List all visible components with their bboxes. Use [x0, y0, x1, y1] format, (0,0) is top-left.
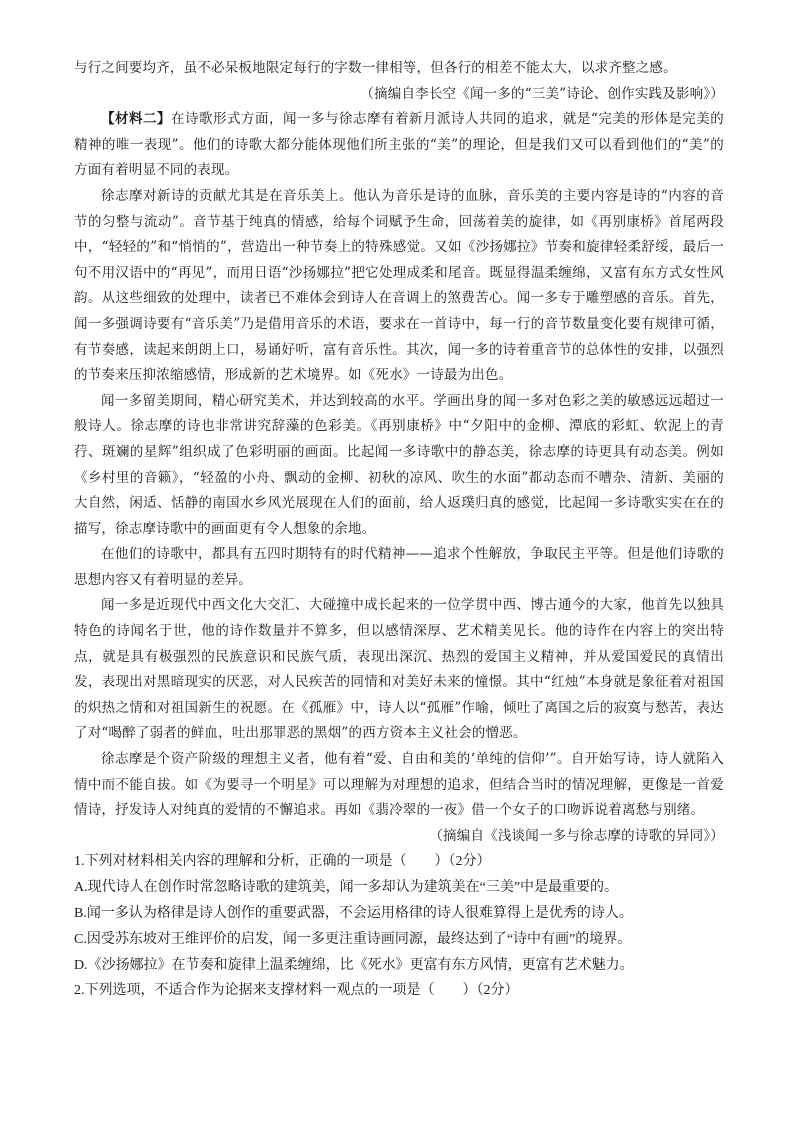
paragraph-xu-zhimo: 徐志摩是个资产阶级的理想主义者，他有着“爱、自由和美的‘单纯的信仰’”。自开始写诗，诗人就陷入情中而不能自拔。如《为要寻一个明星》可以理解为对理想的追求，但结合当时的情况理解，更像是一首爱情诗，抒发诗人对纯真的爱情的不懈追求。再如《翡冷翠的一夜》借一个女子的口吻诉说着离愁与别绪。 — [74, 751, 724, 819]
document-page — [74, 56, 724, 1004]
paragraph-wen-yiduo: 闻一多是近现代中西文化大交汇、大碰撞中成长起来的一位学贯中西、博古通今的大家，他首先以独具特色的诗闻名于世，他的诗作数量并不算多，但以感情深厚、艺术精美见长。他的诗作在内容上的突出特点，就是具有极强烈的民族意识和民族气质，表现出深沉、热烈的爱国主义精神，并从爱国爱民的真情出发，表现出对黑暗现实的厌恶，对人民疾苦的同情和对美好未来的憧憬。其中“红烛”本身就是象征着对祖国的炽热之情和对祖国新生的祝愿。在《孤雁》中，诗人以“孤雁”作喻，倾吐了离国之后的寂寞与愁苦，表达了对“喝醉了弱者的鲜血，吐出那罪恶的黑烟”的西方资本主义社会的憎恶。 — [74, 597, 724, 742]
source-citation-1: （摘编自李长空《闻一多的“三美”诗论、创作实践及影响》） — [360, 85, 724, 102]
material-two-text: 在诗歌形式方面，闻一多与徐志摩有着新月派诗人共同的追求，就是“完美的形体是完美的精神的唯一表现”。他们的诗歌大都分能体现他们所主张的“美”的理论，但是我们又可以看到他们的“美”的方面有着明显不同的表现。 — [74, 111, 725, 179]
question-1-option-c: C.因受苏东坡对王维评价的启发，闻一多更注重诗画同源，最终达到了“诗中有画”的境界。 — [74, 931, 632, 947]
paragraph-music-beauty: 徐志摩对新诗的贡献尤其是在音乐美上。他认为音乐是诗的血脉，音乐美的主要内容是诗的“内容的音节的匀整与流动”。音节基于纯真的情感，给每个词赋予生命，回荡着美的旋律，如《再别康桥》首尾两段中，“轻轻的”和“悄悄的”，营造出一种节奏上的特殊感觉。又如《沙扬娜拉》节奏和旋律轻柔舒绥，最后一句不用汉语中的“再见”，而用日语“沙扬娜拉”把它处理成柔和尾音。既显得温柔缠绵，又富有东方式女性风韵。从这些细致的处理中，读者已不难体会到诗人在音调上的煞费苦心。闻一多专于雕塑感的音乐。首先，闻一多强调诗要有“音乐美”乃是借用音乐的术语，要求在一首诗中，每一行的音节数量变化要有规律可循，有节奏感，读起来朗朗上口，易诵好听，富有音乐性。其次，闻一多的诗着重音节的总体性的安排，以强烈的节奏来压抑浓缩感情，形成新的艺术境界。如《死水》一诗最为出色。 — [74, 187, 724, 384]
question-1-option-b: B.闻一多认为格律是诗人创作的重要武器，不会运用格律的诗人很难算得上是优秀的诗人。 — [74, 906, 633, 921]
material-two-tag: 【材料二】 — [101, 111, 171, 128]
material-two-intro — [74, 107, 724, 184]
paragraph-painting-beauty: 闻一多留美期间，精心研究美术，并达到较高的水平。学画出身的闻一多对色彩之美的敏感远远超过一般诗人。徐志摩的诗也非常讲究辞藻的色彩美。《再别康桥》中“夕阳中的金柳、潭底的彩虹、软泥上的青荇、斑斓的星辉”组织成了色彩明丽的画面。比起闻一多诗歌中的静态美，徐志摩的诗更具有动态美。例如《乡村里的音籁》，“轻盈的小舟、飘动的金柳、初秋的凉风、吹生的水面”都动态而不嘈杂、清新、美丽的大自然，闲适、恬静的南国水乡风光展现在人们的面前，给人返璞归真的感觉，比起闻一多诗歌实实在在的描写，徐志摩诗歌中的画面更有令人想象的余地。 — [74, 392, 724, 537]
question-1-option-d: D.《沙扬娜拉》在节奏和旋律上温柔缠绵，比《死水》更富有东方风情，更富有艺术魅力。 — [74, 957, 634, 973]
question-2: 2.下列选项，不适合作为论据来支撑材料一观点的一项是（ ）（2分） — [74, 983, 519, 999]
question-1-option-a: A.现代诗人在创作时常忽略诗歌的建筑美，闻一多却认为建筑美在“三美”中是最重要的。 — [74, 880, 619, 896]
paragraph-continuation: 与行之间要均齐，虽不必呆板地限定每行的字数一律相等，但各行的相差不能太大，以求齐整之感。 — [74, 60, 677, 76]
paragraph-era-spirit: 在他们的诗歌中，都具有五四时期特有的时代精神——追求个性解放，争取民主平等。但是他们诗歌的思想内容又有着明显的差异。 — [74, 546, 724, 588]
question-1: 1.下列对材料相关内容的理解和分析，正确的一项是（ ）（2分） — [74, 854, 491, 870]
source-citation-2: （摘编自《浅谈闻一多与徐志摩的诗歌的异同》） — [429, 827, 724, 844]
